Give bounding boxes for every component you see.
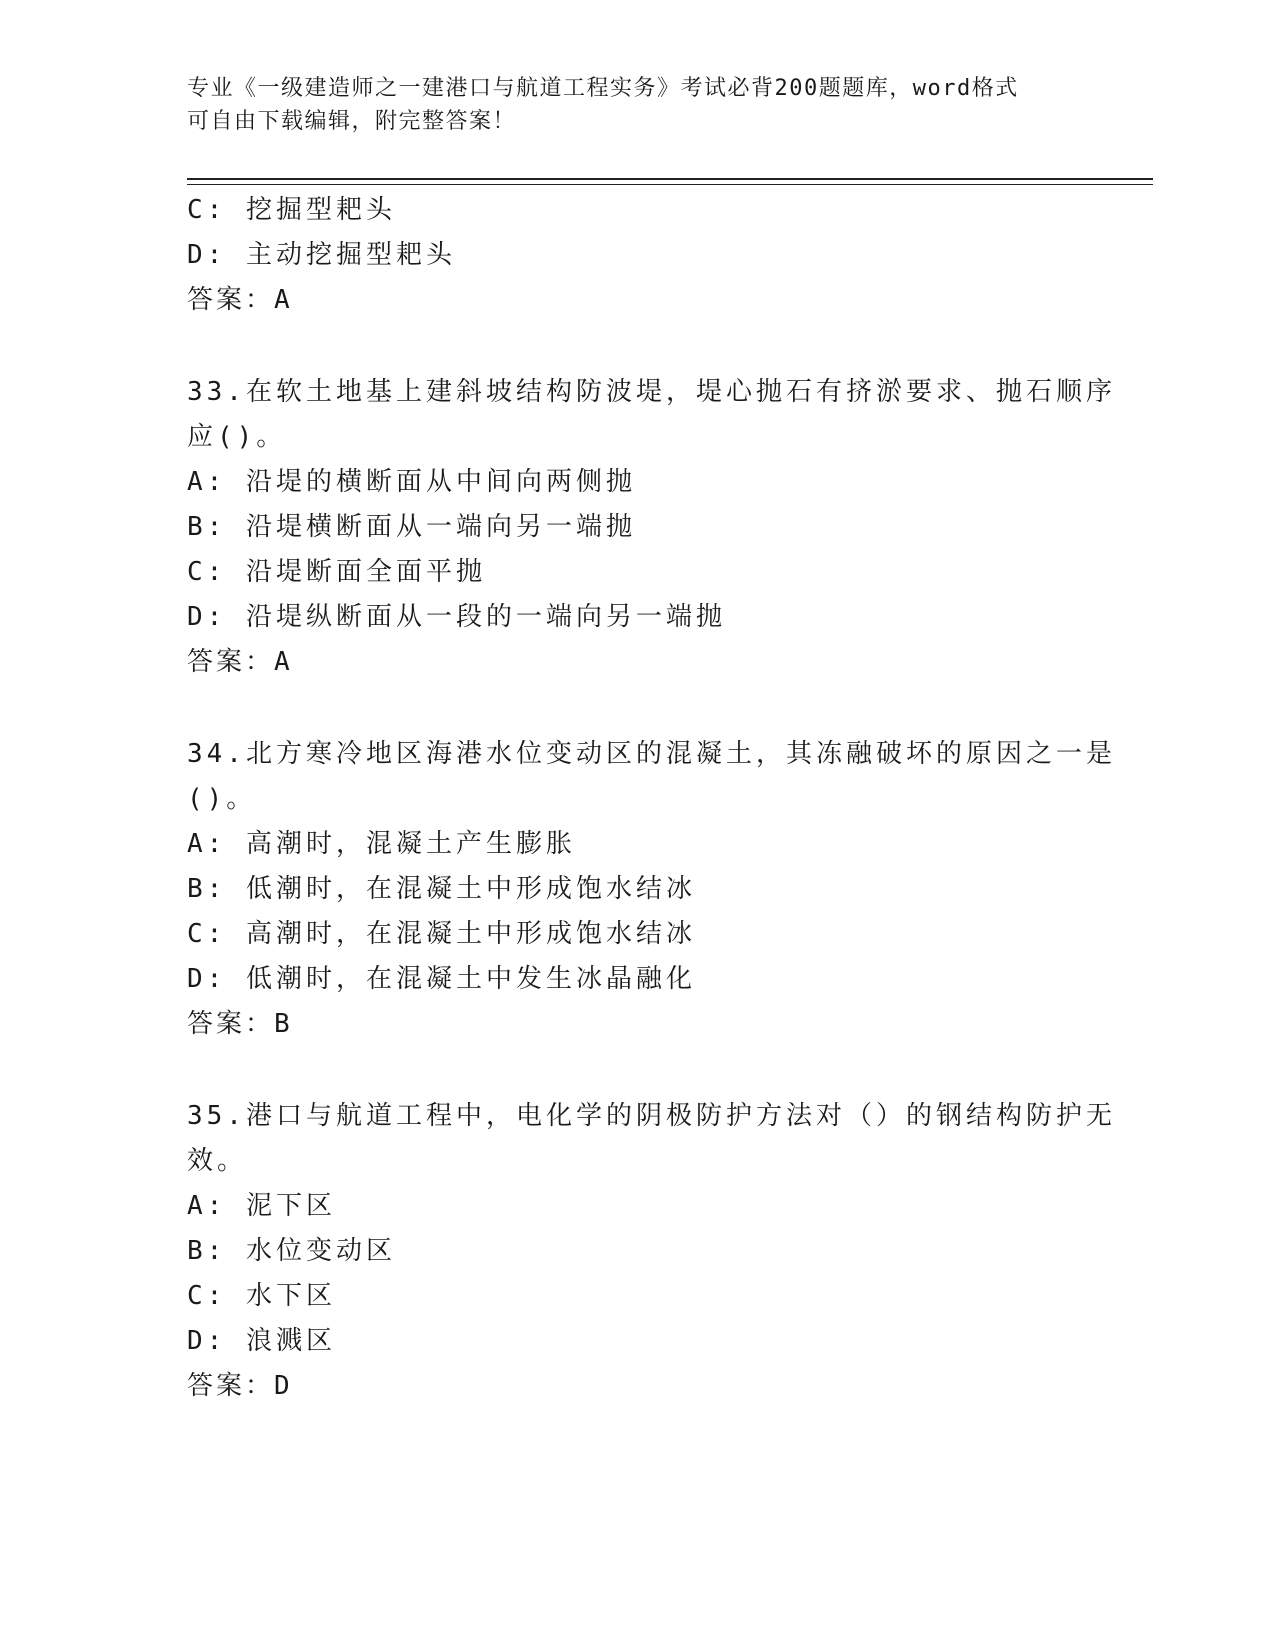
question-35: [187, 1094, 1116, 1409]
option-d: D: 沿堤纵断面从一段的一端向另一端抛: [187, 602, 726, 632]
header-divider-thick: [187, 178, 1153, 180]
question-list: [187, 188, 1116, 1409]
question-stem-cont: ()。: [187, 784, 257, 814]
answer-line: 答案：D: [187, 1371, 293, 1401]
option-d: D: 主动挖掘型耙头: [187, 240, 456, 270]
option-b: B: 沿堤横断面从一端向另一端抛: [187, 512, 636, 542]
option-a: A: 泥下区: [187, 1191, 336, 1221]
document-header: [187, 72, 1067, 138]
option-a: A: 高潮时，混凝土产生膨胀: [187, 829, 576, 859]
question-stem: 34.北方寒冷地区海港水位变动区的混凝土，其冻融破坏的原因之一是: [187, 739, 1116, 769]
question-33: [187, 370, 1116, 685]
option-b: B: 低潮时，在混凝土中形成饱水结冰: [187, 874, 696, 904]
option-d: D: 浪溅区: [187, 1326, 336, 1356]
question-stem-cont: 效。: [187, 1146, 248, 1176]
header-divider-thin: [187, 184, 1153, 185]
question-stem: 35.港口与航道工程中，电化学的阴极防护方法对（）的钢结构防护无: [187, 1101, 1116, 1131]
answer-line: 答案：A: [187, 647, 293, 677]
header-line-1: 专业《一级建造师之一建港口与航道工程实务》考试必背200题题库，word格式: [187, 76, 1019, 101]
option-c: C: 挖掘型耙头: [187, 195, 396, 225]
option-c: C: 高潮时，在混凝土中形成饱水结冰: [187, 919, 696, 949]
answer-line: 答案：B: [187, 1009, 293, 1039]
option-b: B: 水位变动区: [187, 1236, 396, 1266]
question-stem: 33.在软土地基上建斜坡结构防波堤，堤心抛石有挤淤要求、抛石顺序: [187, 377, 1116, 407]
header-line-2: 可自由下载编辑，附完整答案！: [187, 109, 517, 134]
option-a: A: 沿堤的横断面从中间向两侧抛: [187, 467, 636, 497]
option-c: C: 沿堤断面全面平抛: [187, 557, 486, 587]
option-d: D: 低潮时，在混凝土中发生冰晶融化: [187, 964, 696, 994]
prev-question: [187, 188, 1087, 323]
question-34: [187, 732, 1116, 1047]
answer-line: 答案：A: [187, 285, 293, 315]
question-stem-cont: 应()。: [187, 422, 287, 452]
option-c: C: 水下区: [187, 1281, 336, 1311]
